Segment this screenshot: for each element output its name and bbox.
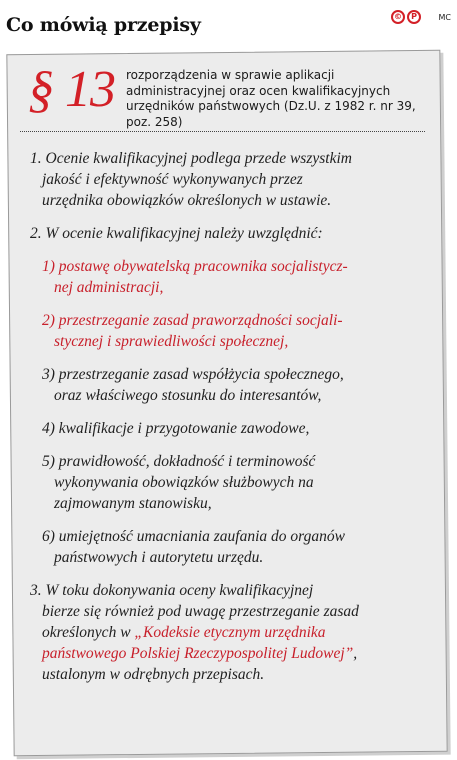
subpoint-line: 5) prawidłowość, dokładność i terminowość [42,453,316,470]
point-3-line [20,643,430,664]
subpoint-3 [20,364,430,406]
subpoint-2 [20,310,430,352]
point-1-line: urzędnika obowiązków określonych w ustawie. [42,192,332,209]
dotted-divider [20,131,425,132]
section-sign: § 13 [28,61,115,118]
subpoint-line: 1) postawę obywatelską pracownika socjalistycz- [42,258,348,275]
logo-c-icon: © [391,10,405,24]
subpoint-1 [20,256,430,298]
code-reference: „Kodeksie etycznym urzędnika [134,624,326,641]
subpoint-line: wykonywania obowiązków służbowych na [54,474,314,491]
point-3-line: bierze się również pod uwagę przestrzeganie zasad [42,603,359,620]
subpoint-line: 3) przestrzeganie zasad współżycia społecznego, [42,366,344,383]
subpoint-line: zajmowanym stanowisku, [54,495,212,512]
point-3-line [20,622,430,643]
section-intro: rozporządzenia w sprawie aplikacji administracyjnej oraz ocen kwalifikacyjnych urzędników państwowych (Dz.U. z 1982 r. nr 39, poz. 258) [126,68,416,129]
subpoint-line: stycznej i sprawiedliwości społecznej, [54,333,289,350]
point-2-line: 2. W ocenie kwalifikacyjnej należy uwzględnić: [30,225,323,242]
plain-text: , [353,645,358,662]
point-3 [20,580,430,685]
regulation-content [20,148,430,697]
subpoint-line: 6) umiejętność umacniania zaufania do organów [42,528,345,545]
plain-text: określonych w [42,624,135,641]
header [0,0,457,48]
subpoint-line: nej administracji, [54,279,164,296]
point-2 [20,223,430,244]
point-1-line: jakość i efektywność wykonywanych przez [42,171,303,188]
subpoint-line: państwowych i autorytetu urzędu. [54,549,264,566]
point-1-line: 1. Ocenie kwalifikacyjnej podlega przede wszystkim [30,150,352,167]
logo-p-icon: P [407,10,421,24]
subpoint-line: 4) kwalifikacje i przygotowanie zawodowe, [42,420,310,437]
author-initials: MC [438,13,451,22]
page-title: Co mówią przepisy [6,14,201,36]
subpoint-line: oraz właściwego stosunku do interesantów, [54,387,322,404]
point-1 [20,148,430,211]
point-3-line: ustalonym w odrębnych przepisach. [42,666,265,683]
subpoint-line: 2) przestrzeganie zasad praworządności socjali- [42,312,343,329]
subpoint-5 [20,451,430,514]
code-reference: państwowego Polskiej Rzeczypospolitej Ludowej” [42,645,354,662]
subpoint-6 [20,526,430,568]
subpoint-4 [20,418,430,439]
logo [391,10,421,24]
point-3-line: 3. W toku dokonywania oceny kwalifikacyjnej [30,582,314,599]
